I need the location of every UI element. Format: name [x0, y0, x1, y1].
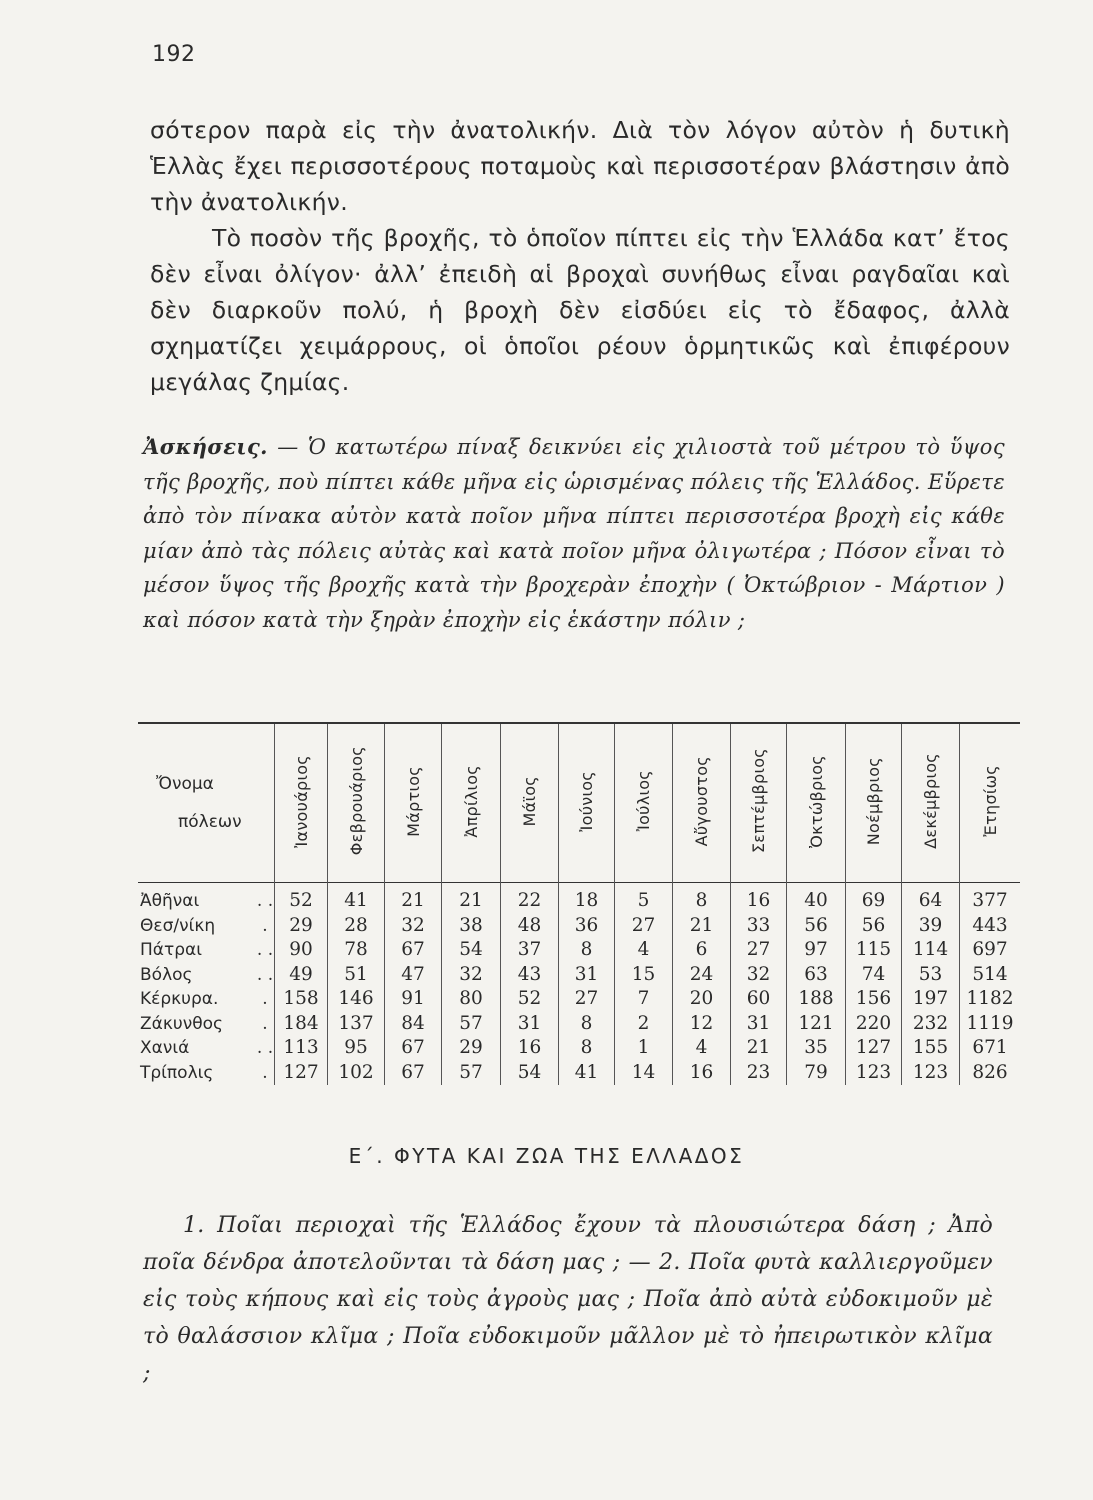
rainfall-cell: 67 — [385, 938, 442, 963]
table-row — [138, 1012, 1020, 1037]
rainfall-cell: 91 — [385, 987, 442, 1012]
rainfall-cell: 8 — [559, 1036, 615, 1061]
rainfall-cell: 114 — [902, 938, 960, 963]
leader-dots: . . — [256, 1038, 274, 1058]
leader-dots: . — [262, 1062, 268, 1083]
rainfall-cell: 28 — [328, 914, 385, 939]
rainfall-cell: 4 — [673, 1036, 731, 1061]
rainfall-cell: 102 — [328, 1061, 385, 1086]
city-name: Κέρκυρα. — [140, 989, 219, 1009]
rainfall-cell: 155 — [902, 1036, 960, 1061]
rainfall-cell: 232 — [902, 1012, 960, 1037]
rainfall-cell: 137 — [328, 1012, 385, 1037]
annual-header: Ἐτησίως — [960, 723, 1021, 883]
rainfall-cell: 56 — [787, 914, 846, 939]
rainfall-cell: 69 — [846, 883, 902, 914]
rainfall-cell: 49 — [275, 963, 328, 988]
rainfall-cell: 79 — [787, 1061, 846, 1086]
rainfall-cell: 6 — [673, 938, 731, 963]
rainfall-cell: 74 — [846, 963, 902, 988]
rainfall-cell: 15 — [615, 963, 673, 988]
month-header: Ἰούνιος — [559, 723, 615, 883]
rainfall-cell: 57 — [442, 1012, 501, 1037]
rainfall-cell: 23 — [731, 1061, 787, 1086]
month-header: Νοέμβριος — [846, 723, 902, 883]
city-name: Τρίπολις — [140, 1062, 214, 1083]
rainfall-cell: 56 — [846, 914, 902, 939]
month-header: Αὔγουστος — [673, 723, 731, 883]
table-row — [138, 987, 1020, 1012]
paragraph: σότερον παρὰ εἰς τὴν ἀνατολικήν. Διὰ τὸν λόγον αὐτὸν ἡ δυτικὴ Ἑλλὰς ἔχει περισσοτέρους ποταμοὺς καὶ περισσοτέραν βλάστησιν ἀπὸ τὴν ἀνατολικήν. — [150, 116, 1010, 216]
annual-cell: 377 — [960, 883, 1021, 914]
rainfall-cell: 146 — [328, 987, 385, 1012]
leader-dots: . — [262, 1013, 268, 1034]
rainfall-cell: 43 — [501, 963, 559, 988]
rainfall-cell: 33 — [731, 914, 787, 939]
city-name: Ζάκυνθος — [140, 1013, 223, 1034]
rainfall-cell: 47 — [385, 963, 442, 988]
rainfall-cell: 64 — [902, 883, 960, 914]
paragraph: Τὸ ποσὸν τῆς βροχῆς, τὸ ὁποῖον πίπτει εἰς τὴν Ἑλλάδα κατ’ ἔτος δὲν εἶναι ὀλίγον· ἀλλ’ ἐπειδὴ αἱ βροχαὶ συνήθως εἶναι ραγδαῖαι καὶ δὲν διαρκοῦν πολύ, ἡ βροχὴ δὲν εἰσδύει εἰς τὸ ἔδαφος, ἀλλὰ σχηματίζει χειμάρρους, οἱ ὁποῖοι ρέουν ὁρμητικῶς καὶ ἐπιφέρουν μεγάλας ζημίας. — [150, 224, 1010, 396]
city-name: Χανιά — [140, 1038, 190, 1058]
rainfall-cell: 63 — [787, 963, 846, 988]
rainfall-cell: 54 — [501, 1061, 559, 1086]
city-name: Θεσ/νίκη — [140, 915, 216, 936]
rainfall-cell: 32 — [442, 963, 501, 988]
rainfall-cell: 27 — [731, 938, 787, 963]
rainfall-cell: 8 — [559, 938, 615, 963]
questions-paragraph — [143, 1207, 993, 1392]
rainfall-cell: 36 — [559, 914, 615, 939]
rainfall-cell: 41 — [328, 883, 385, 914]
rainfall-cell: 57 — [442, 1061, 501, 1086]
rainfall-cell: 158 — [275, 987, 328, 1012]
section-heading: Ε΄. ΦΥΤΑ ΚΑΙ ΖΩΑ ΤΗΣ ΕΛΛΑΔΟΣ — [348, 1144, 745, 1168]
rainfall-cell: 14 — [615, 1061, 673, 1086]
table-row — [138, 914, 1020, 939]
rainfall-cell: 184 — [275, 1012, 328, 1037]
rainfall-cell: 60 — [731, 987, 787, 1012]
annual-cell: 671 — [960, 1036, 1021, 1061]
rainfall-cell: 53 — [902, 963, 960, 988]
rainfall-cell: 32 — [731, 963, 787, 988]
month-header: Ὀκτώβριος — [787, 723, 846, 883]
month-header: Ἰανουάριος — [275, 723, 328, 883]
month-header: Ἀπρίλιος — [442, 723, 501, 883]
leader-dots: . — [262, 989, 268, 1009]
rainfall-cell: 188 — [787, 987, 846, 1012]
city-name: Πάτραι — [140, 940, 202, 960]
city-header-line: πόλεων — [178, 812, 242, 832]
rainfall-cell: 121 — [787, 1012, 846, 1037]
rainfall-cell: 113 — [275, 1036, 328, 1061]
rainfall-cell: 16 — [673, 1061, 731, 1086]
rainfall-cell: 127 — [846, 1036, 902, 1061]
table-header-row — [138, 723, 1020, 883]
city-header-line: Ὄνομα — [156, 774, 214, 794]
table-row — [138, 883, 1020, 914]
rainfall-cell: 27 — [559, 987, 615, 1012]
rainfall-table — [138, 722, 1020, 1085]
rainfall-cell: 67 — [385, 1036, 442, 1061]
table-row — [138, 963, 1020, 988]
rainfall-cell: 52 — [501, 987, 559, 1012]
month-header: Φεβρουάριος — [328, 723, 385, 883]
rainfall-cell: 78 — [328, 938, 385, 963]
rainfall-cell: 31 — [559, 963, 615, 988]
annual-cell: 1182 — [960, 987, 1021, 1012]
rainfall-cell: 220 — [846, 1012, 902, 1037]
exercise-paragraph — [143, 430, 1005, 637]
month-header: Ἰούλιος — [615, 723, 673, 883]
city-name: Βόλος — [140, 964, 193, 985]
table-row — [138, 1036, 1020, 1061]
month-header: Μάρτιος — [385, 723, 442, 883]
rainfall-cell: 18 — [559, 883, 615, 914]
rainfall-cell: 40 — [787, 883, 846, 914]
rainfall-cell: 7 — [615, 987, 673, 1012]
rainfall-cell: 95 — [328, 1036, 385, 1061]
rainfall-cell: 90 — [275, 938, 328, 963]
rainfall-cell: 29 — [275, 914, 328, 939]
rainfall-cell: 51 — [328, 963, 385, 988]
rainfall-cell: 54 — [442, 938, 501, 963]
leader-dots: . . — [256, 891, 274, 911]
rainfall-cell: 4 — [615, 938, 673, 963]
rainfall-cell: 123 — [846, 1061, 902, 1086]
annual-cell: 514 — [960, 963, 1021, 988]
rainfall-cell: 2 — [615, 1012, 673, 1037]
rainfall-cell: 80 — [442, 987, 501, 1012]
exercise-label: Ἀσκήσεις. — [143, 434, 268, 459]
rainfall-cell: 39 — [902, 914, 960, 939]
rainfall-cell: 123 — [902, 1061, 960, 1086]
leader-dots: . . — [256, 964, 274, 985]
body-text — [150, 112, 1010, 400]
rainfall-cell: 197 — [902, 987, 960, 1012]
rainfall-cell: 52 — [275, 883, 328, 914]
rainfall-cell: 21 — [731, 1036, 787, 1061]
rainfall-cell: 31 — [501, 1012, 559, 1037]
table-body — [138, 883, 1020, 1086]
rainfall-cell: 20 — [673, 987, 731, 1012]
exercise-text: — Ὁ κατωτέρω πίναξ δεικνύει εἰς χιλιοστὰ τοῦ μέτρου τὸ ὕψος τῆς βροχῆς, ποὺ πίπτει κάθε μῆνα εἰς ὡρισμένας πόλεις τῆς Ἑλλάδος. Εὕρετε ἀπὸ τὸν πίνακα αὐτὸν κατὰ ποῖον μῆνα πίπτει περισσοτέρα βροχὴ εἰς κάθε μίαν ἀπὸ τὰς πόλεις αὐτὰς καὶ κατὰ ποῖον μῆνα ὀλιγωτέρα ; Πόσον εἶναι τὸ μέσον ὕψος τῆς βροχῆς κατὰ τὴν βροχερὰν ἐποχὴν ( Ὀκτώβριον - Μάρτιον ) καὶ πόσον κατὰ τὴν ξηρὰν ἐποχὴν εἰς ἑκάστην πόλιν ; — [143, 435, 1005, 632]
leader-dots: . — [262, 915, 268, 936]
rainfall-cell: 127 — [275, 1061, 328, 1086]
rainfall-cell: 5 — [615, 883, 673, 914]
rainfall-cell: 21 — [385, 883, 442, 914]
rainfall-cell: 84 — [385, 1012, 442, 1037]
rainfall-cell: 29 — [442, 1036, 501, 1061]
rainfall-cell: 32 — [385, 914, 442, 939]
month-header: Μάϊος — [501, 723, 559, 883]
rainfall-cell: 38 — [442, 914, 501, 939]
annual-cell: 1119 — [960, 1012, 1021, 1037]
annual-cell: 697 — [960, 938, 1021, 963]
annual-cell: 826 — [960, 1061, 1021, 1086]
rainfall-cell: 16 — [501, 1036, 559, 1061]
month-header: Δεκέμβριος — [902, 723, 960, 883]
rainfall-cell: 156 — [846, 987, 902, 1012]
table-row — [138, 1061, 1020, 1086]
rainfall-cell: 22 — [501, 883, 559, 914]
rainfall-cell: 115 — [846, 938, 902, 963]
rainfall-cell: 21 — [673, 914, 731, 939]
rainfall-cell: 24 — [673, 963, 731, 988]
table-row — [138, 938, 1020, 963]
annual-cell: 443 — [960, 914, 1021, 939]
rainfall-cell: 35 — [787, 1036, 846, 1061]
rainfall-cell: 67 — [385, 1061, 442, 1086]
rainfall-cell: 21 — [442, 883, 501, 914]
rainfall-cell: 97 — [787, 938, 846, 963]
rainfall-cell: 41 — [559, 1061, 615, 1086]
rainfall-cell: 16 — [731, 883, 787, 914]
city-column-header — [138, 723, 275, 883]
rainfall-cell: 27 — [615, 914, 673, 939]
questions-text: 1. Ποῖαι περιοχαὶ τῆς Ἑλλάδος ἔχουν τὰ πλουσιώτερα δάση ; Ἀπὸ ποῖα δένδρα ἀποτελοῦνται τὰ δάση μας ; — 2. Ποῖα φυτὰ καλλιεργοῦμεν εἰς τοὺς κήπους καὶ εἰς τοὺς ἀγροὺς μας ; Ποῖα ἀπὸ αὐτὰ εὐδοκιμοῦν μὲ τὸ θαλάσσιον κλῖμα ; Ποῖα εὐδοκιμοῦν μᾶλλον μὲ τὸ ἠπειρωτικὸν κλῖμα ; — [143, 1213, 993, 1386]
city-name: Ἀθῆναι — [140, 891, 200, 911]
rainfall-cell: 1 — [615, 1036, 673, 1061]
leader-dots: . . — [256, 940, 274, 960]
page-number: 192 — [152, 42, 196, 67]
month-header: Σεπτέμβριος — [731, 723, 787, 883]
rainfall-cell: 48 — [501, 914, 559, 939]
rainfall-cell: 37 — [501, 938, 559, 963]
rainfall-cell: 12 — [673, 1012, 731, 1037]
rainfall-cell: 8 — [559, 1012, 615, 1037]
rainfall-cell: 8 — [673, 883, 731, 914]
rainfall-cell: 31 — [731, 1012, 787, 1037]
